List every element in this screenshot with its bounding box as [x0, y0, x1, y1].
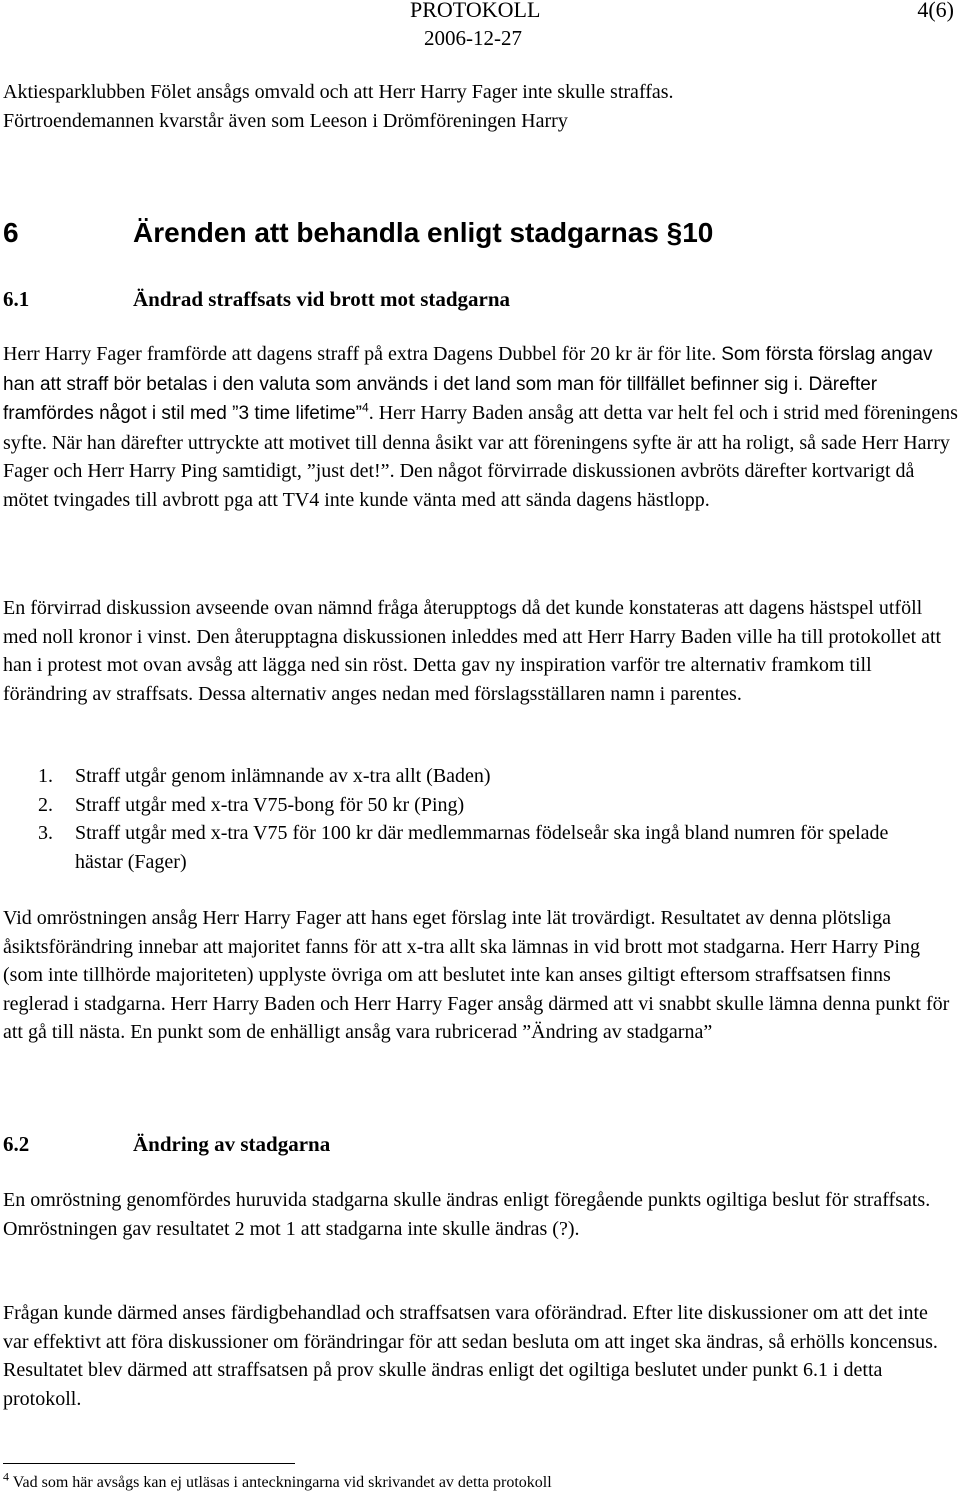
list-item	[38, 819, 938, 876]
paragraph-text: .	[368, 402, 379, 424]
paragraph-text: Som första förslag angav han att straff bör betalas i den valuta som används i det land som man för tillfället befinner sig i. Därefter framfördes något i stil med ”3 time lifetime”	[3, 344, 933, 424]
paragraph: En förvirrad diskussion avseende ovan nämnd fråga återupptogs då det kunde konstateras att dagens hästspel utföll med noll kronor i vinst. Den återupptagna diskussionen inleddes med att Herr Harry Baden ville ha till protokollet att han i protest mot ovan avsåg att lägga ned sin röst. Detta gav ny inspiration varför tre alternativ framkom till förändring av straffsats. Dessa alternativ anges nedan med förslagsställaren namn i parentes.	[3, 597, 942, 705]
proposal-list	[38, 762, 938, 876]
intro-line: Förtroendemannen kvarstår även som Leeson i Drömföreningen Harry	[3, 109, 568, 132]
subsection-heading	[3, 285, 510, 313]
footnote-divider	[3, 1463, 295, 1464]
subsection-title: Ändring av stadgarna	[133, 1132, 331, 1156]
header-date: 2006-12-27	[424, 26, 522, 50]
paragraph-text: När han därefter uttryckte att motivet till denna åsikt var att föreningens syfte är att ha roligt, så sade Herr Harry Fager och Herr Harry Ping samtidigt, ”just det!”. Den något förvirrade diskussionen avbröts därefter kortvarigt då mötet tvingades till avbrott pga att TV4 inte kunde vänta med att sända dagens hästlopp.	[3, 431, 950, 511]
paragraph: Frågan kunde därmed anses färdigbehandlad och straffsatsen vara oförändrad. Efter lite diskussioner om att det inte var effektivt att föra diskussioner om förändringar för att sedan besluta om att inget ska ändras, så erhölls koncensus. Resultatet blev därmed att straffsatsen på prov skulle ändras enligt det ogiltiga beslutet under punkt 6.1 i detta protokoll.	[3, 1302, 938, 1410]
footnote-mark: 4	[3, 1469, 9, 1484]
section-number: 6	[3, 217, 19, 248]
footnote-ref[interactable]: 4	[362, 400, 369, 415]
paragraph: En omröstning genomfördes huruvida stadgarna skulle ändras enligt föregående punkts ogiltiga beslut för straffsats. Omröstningen gav resultatet 2 mot 1 att stadgarna inte skulle ändras (?).	[3, 1189, 931, 1240]
paragraph-text: Herr Harry Fager framförde att dagens straff på extra Dagens Dubbel för 20 kr är för lite.	[3, 343, 722, 365]
subsection-number: 6.2	[3, 1132, 30, 1156]
section-title: Ärenden att behandla enligt stadgarnas §10	[133, 217, 714, 248]
list-number: 3.	[38, 822, 53, 844]
list-number: 1.	[38, 765, 53, 787]
section-heading	[3, 213, 713, 253]
list-text: Straff utgår med x-tra V75-bong för 50 kr (Ping)	[75, 793, 465, 816]
list-item	[38, 762, 938, 791]
footnote-text: Vad som här avsågs kan ej utläsas i anteckningarna vid skrivandet av detta protokoll	[9, 1474, 552, 1491]
list-number: 2.	[38, 793, 53, 816]
header-title: PROTOKOLL	[410, 0, 541, 22]
list-text: Straff utgår genom inlämnande av x-tra allt (Baden)	[75, 765, 491, 787]
page-number: 4(6)	[917, 0, 954, 22]
subsection-number: 6.1	[3, 287, 30, 311]
paragraph	[3, 340, 958, 514]
footnote	[3, 1469, 552, 1494]
list-text: Straff utgår med x-tra V75 för 100 kr där medlemmarnas födelseår ska ingå bland numren för spelade hästar (Fager)	[75, 822, 889, 873]
paragraph: Vid omröstningen ansåg Herr Harry Fager att hans eget förslag inte lät trovärdigt. Resultatet av denna plötsliga åsiktsförändring innebar att majoritet fanns för att x-tra allt ska lämnas in vid brott mot stadgarna. Herr Harry Ping (som inte tillhörde majoriteten) upplyste övriga om att beslutet inte kan anses giltigt eftersom straffsatsen finns reglerad i stadgarna. Herr Harry Baden och Herr Harry Fager ansåg därmed att vi snabbt skulle lämna denna punkt för att gå till nästa. En punkt som de enhälligt ansåg vara rubricerad ”Ändring av stadgarna”	[3, 907, 950, 1043]
subsection-title: Ändrad straffsats vid brott mot stadgarna	[133, 287, 511, 311]
list-item	[38, 791, 938, 820]
paragraph-text: Herr Harry Baden ansåg att detta var helt fel och i strid med föreningens syfte.	[3, 402, 958, 454]
intro-line: Aktiesparklubben Fölet ansågs omvald och att Herr Harry Fager inte skulle straffas.	[3, 81, 674, 103]
intro-paragraph	[3, 78, 958, 135]
subsection-heading	[3, 1130, 330, 1158]
